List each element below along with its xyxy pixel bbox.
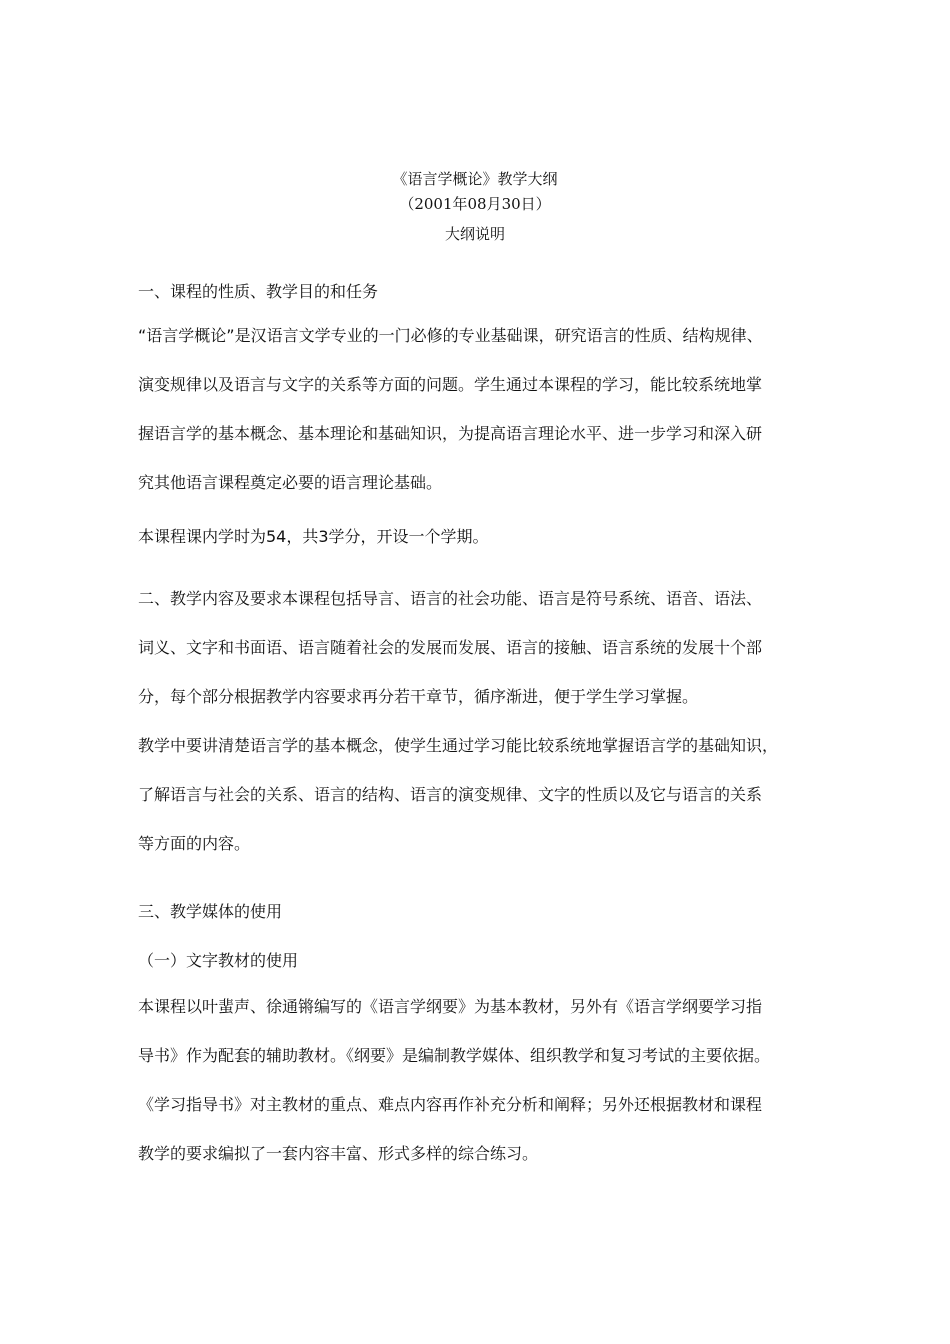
document-date: （2001年08月30日）	[399, 195, 551, 213]
paragraph-line: 了解语言与社会的关系、语言的结构、语言的演变规律、文字的性质以及它与语言的关系	[138, 785, 763, 804]
paragraph-line: 词义、文字和书面语、语言随着社会的发展而发展、语言的接触、语言系统的发展十个部	[138, 638, 763, 657]
paragraph-line: 教学中要讲清楚语言学的基本概念，使学生通过学习能比较系统地掌握语言学的基础知识，	[138, 736, 779, 755]
document-title: 《语言学概论》教学大纲	[392, 170, 558, 188]
section-2-paragraph-2	[138, 736, 828, 883]
section-1-heading: 一、课程的性质、教学目的和任务	[138, 282, 379, 301]
paragraph-line: 握语言学的基本概念、基本理论和基础知识，为提高语言理论水平、进一步学习和深入研	[138, 424, 763, 443]
section-2-paragraph-1	[138, 589, 828, 736]
section-1-paragraph	[138, 326, 828, 522]
paragraph-line: 《学习指导书》对主教材的重点、难点内容再作补充分析和阐释；另外还根据教材和课程	[138, 1095, 763, 1114]
paragraph-line: 等方面的内容。	[138, 834, 251, 853]
section-3-subheading: （一）文字教材的使用	[138, 951, 299, 970]
paragraph-line: 二、教学内容及要求本课程包括导言、语言的社会功能、语言是符号系统、语音、语法、	[138, 589, 763, 608]
paragraph-line: 分，每个部分根据教学内容要求再分若干章节，循序渐进，便于学生学习掌握。	[138, 687, 699, 706]
document-subtitle: 大纲说明	[444, 225, 505, 243]
section-3-paragraph	[138, 997, 828, 1193]
section-3-heading: 三、教学媒体的使用	[138, 902, 283, 921]
paragraph-line: “语言学概论”是汉语言文学专业的一门必修的专业基础课，研究语言的性质、结构规律、	[138, 326, 763, 345]
course-hours-line: 本课程课内学时为54，共3学分，开设一个学期。	[138, 527, 489, 546]
paragraph-line: 究其他语言课程奠定必要的语言理论基础。	[138, 473, 443, 492]
paragraph-line: 演变规律以及语言与文字的关系等方面的问题。学生通过本课程的学习，能比较系统地掌	[138, 375, 763, 394]
paragraph-line: 导书》作为配套的辅助教材。《纲要》是编制教学媒体、组织教学和复习考试的主要依据。	[138, 1046, 771, 1065]
paragraph-line: 本课程以叶蜚声、徐通锵编写的《语言学纲要》为基本教材，另外有《语言学纲要学习指	[138, 997, 763, 1016]
paragraph-line: 教学的要求编拟了一套内容丰富、形式多样的综合练习。	[138, 1144, 539, 1163]
